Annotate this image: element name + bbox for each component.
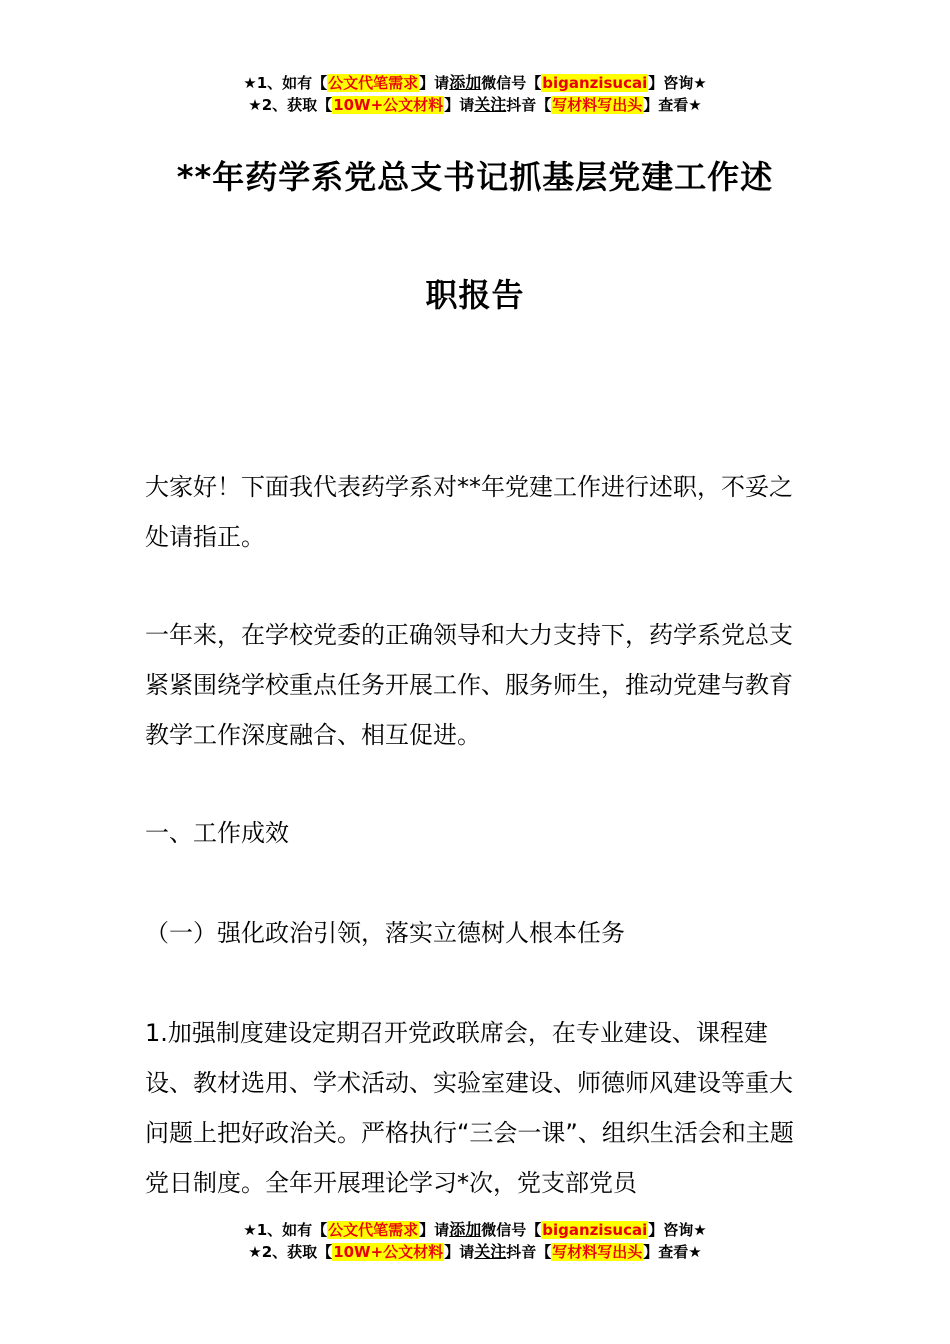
banner-text: 微信号【 (481, 74, 542, 92)
banner-highlight: 公文代笔需求 (328, 74, 419, 92)
item-paragraph: 1.加强制度建设定期召开党政联席会，在专业建设、课程建设、教材选用、学术活动、实验室建设、师德师风建设等重大问题上把好政治关。严格执行“三会一课”、组织生活会和主题党日制度。全年开展理论学习*次，党支部党员 (145, 1019, 794, 1197)
banner-text: 抖音【 (506, 96, 552, 114)
banner-text: 】请 (419, 74, 450, 92)
section-heading: 一、工作成效 (145, 819, 289, 847)
banner-text: ★2、获取【 (248, 1243, 333, 1261)
banner-emphasis: 添加 (449, 1220, 482, 1239)
banner-highlight: biganzisucai (542, 74, 648, 92)
banner-text: 】咨询★ (648, 1221, 707, 1239)
banner-emphasis: 关注 (474, 1242, 507, 1261)
header-banner (0, 72, 950, 116)
banner-line-1 (0, 1219, 950, 1241)
banner-emphasis: 添加 (449, 73, 482, 92)
banner-text: 】咨询★ (648, 74, 707, 92)
banner-text: ★1、如有【 (243, 1221, 328, 1239)
greeting-paragraph: 大家好！下面我代表药学系对**年党建工作进行述职，不妥之处请指正。 (145, 473, 793, 551)
banner-text: 抖音【 (506, 1243, 552, 1261)
document-title-line-2: 职报告 (425, 276, 525, 314)
banner-line-2 (0, 94, 950, 116)
banner-highlight: 10W+公文材料 (333, 96, 444, 114)
banner-line-1 (0, 72, 950, 94)
banner-text: 】查看★ (643, 96, 702, 114)
banner-text: 】查看★ (643, 1243, 702, 1261)
banner-highlight: 公文代笔需求 (328, 1221, 419, 1239)
banner-highlight: biganzisucai (542, 1221, 648, 1239)
subsection-heading: （一）强化政治引领，落实立德树人根本任务 (145, 919, 625, 947)
document-title-line-1: **年药学系党总支书记抓基层党建工作述 (176, 158, 774, 196)
banner-highlight: 写材料写出头 (552, 96, 643, 114)
banner-text: 】请 (444, 1243, 475, 1261)
footer-banner (0, 1219, 950, 1263)
banner-line-2 (0, 1241, 950, 1263)
banner-text: 微信号【 (481, 1221, 542, 1239)
banner-text: ★2、获取【 (248, 96, 333, 114)
banner-text: 】请 (419, 1221, 450, 1239)
banner-highlight: 写材料写出头 (552, 1243, 643, 1261)
banner-text: ★1、如有【 (243, 74, 328, 92)
banner-emphasis: 关注 (474, 95, 507, 114)
intro-paragraph: 一年来，在学校党委的正确领导和大力支持下，药学系党总支紧紧围绕学校重点任务开展工作、服务师生，推动党建与教育教学工作深度融合、相互促进。 (145, 621, 793, 749)
banner-highlight: 10W+公文材料 (333, 1243, 444, 1261)
banner-text: 】请 (444, 96, 475, 114)
